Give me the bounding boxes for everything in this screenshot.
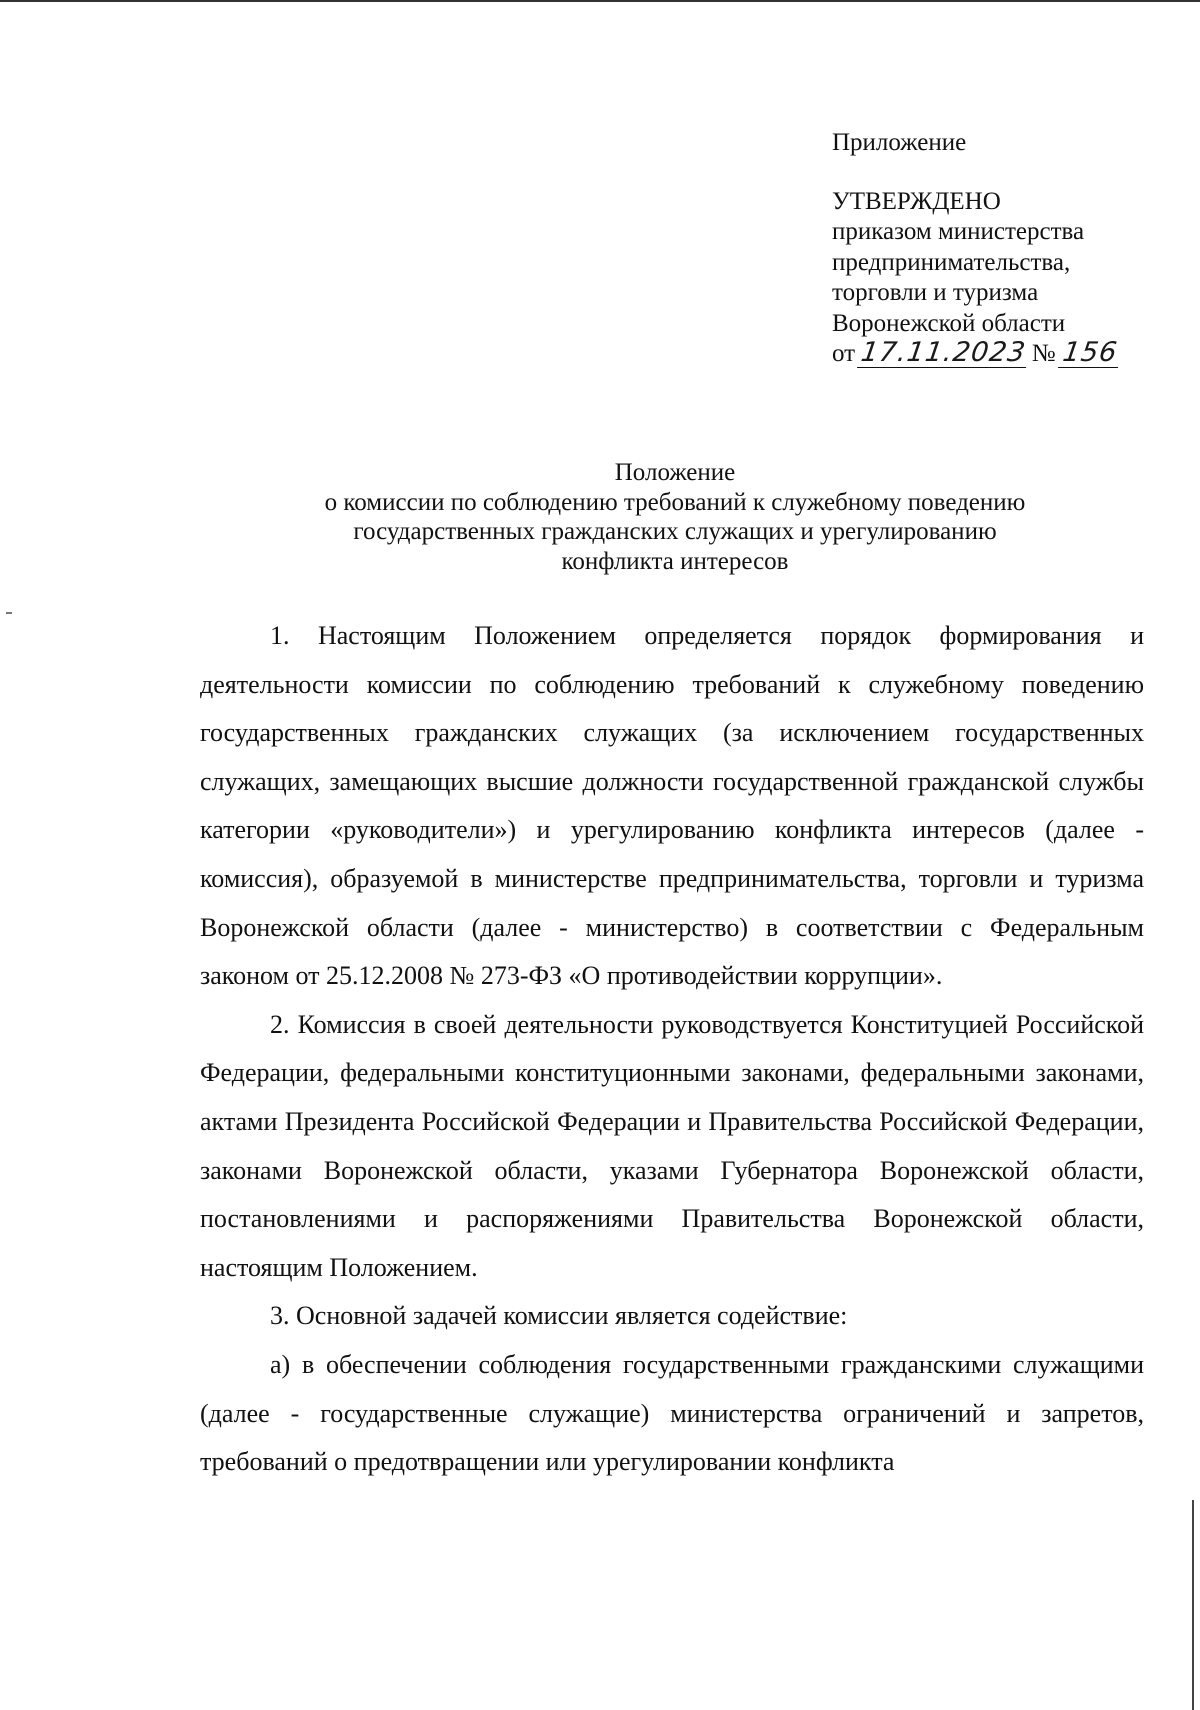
approval-block bbox=[832, 128, 1172, 370]
approval-date-line bbox=[832, 339, 1172, 370]
approval-line-3: торговли и туризма bbox=[832, 279, 1039, 306]
scan-edge-mark bbox=[6, 612, 12, 614]
title-line-2: государственных гражданских служащих и урегулированию bbox=[353, 518, 997, 545]
approval-line-1: приказом министерства bbox=[832, 218, 1085, 245]
appendix-label: Приложение bbox=[832, 129, 967, 156]
title-line-1: о комиссии по соблюдению требований к служебному поведению bbox=[324, 488, 1026, 516]
paragraph-1: 1. Настоящим Положением определяется порядок формирования и деятельности комиссии по соблюдению требований к служебному поведению государственных гражданских служащих (за исключением государственных служащих, замещающих высшие должности государственной гражданской службы категории «руководители») и урегулированию конфликта интересов (далее - комиссия), образуемой в министерстве предпринимательства, торговли и туризма Воронежской области (далее - министерство) в соответствии с Федеральным законом от 25.12.2008 № 273-ФЗ «О противодействии коррупции». bbox=[200, 621, 1144, 991]
paragraph-3: 3. Основной задачей комиссии является содействие: bbox=[270, 1301, 848, 1331]
paragraph-2: 2. Комиссия в своей деятельности руководствуется Конституцией Российской Федерации, федеральными конституционными законами, федеральными законами, актами Президента Российской Федерации и Правительства Российской Федерации, законами Воронежской области, указами Губернатора Воронежской области, постановлениями и распоряжениями Правительства Воронежской области, настоящим Положением. bbox=[200, 1009, 1144, 1282]
title-heading: Положение bbox=[614, 459, 736, 486]
number-prefix: № bbox=[1031, 340, 1056, 367]
scan-edge-right bbox=[1192, 1500, 1194, 1710]
approval-line-2: предпринимательства, bbox=[832, 248, 1071, 276]
handwritten-date: 17.11.2023 bbox=[857, 339, 1030, 368]
title-line-3: конфликта интересов bbox=[561, 547, 789, 575]
date-prefix: от bbox=[832, 340, 856, 367]
scan-edge-top bbox=[0, 0, 1200, 2]
approved-label: УТВЕРЖДЕНО bbox=[832, 187, 1001, 215]
handwritten-number: 156 bbox=[1058, 339, 1122, 368]
approval-line-4: Воронежской области bbox=[832, 309, 1066, 337]
document-body bbox=[200, 612, 1144, 1487]
paragraph-3a: а) в обеспечении соблюдения государственными гражданскими служащими (далее - государственные служащие) министерства ограничений и запретов, требований о предотвращении или урегулировании конфликта bbox=[200, 1349, 1144, 1477]
document-title bbox=[230, 458, 1120, 576]
